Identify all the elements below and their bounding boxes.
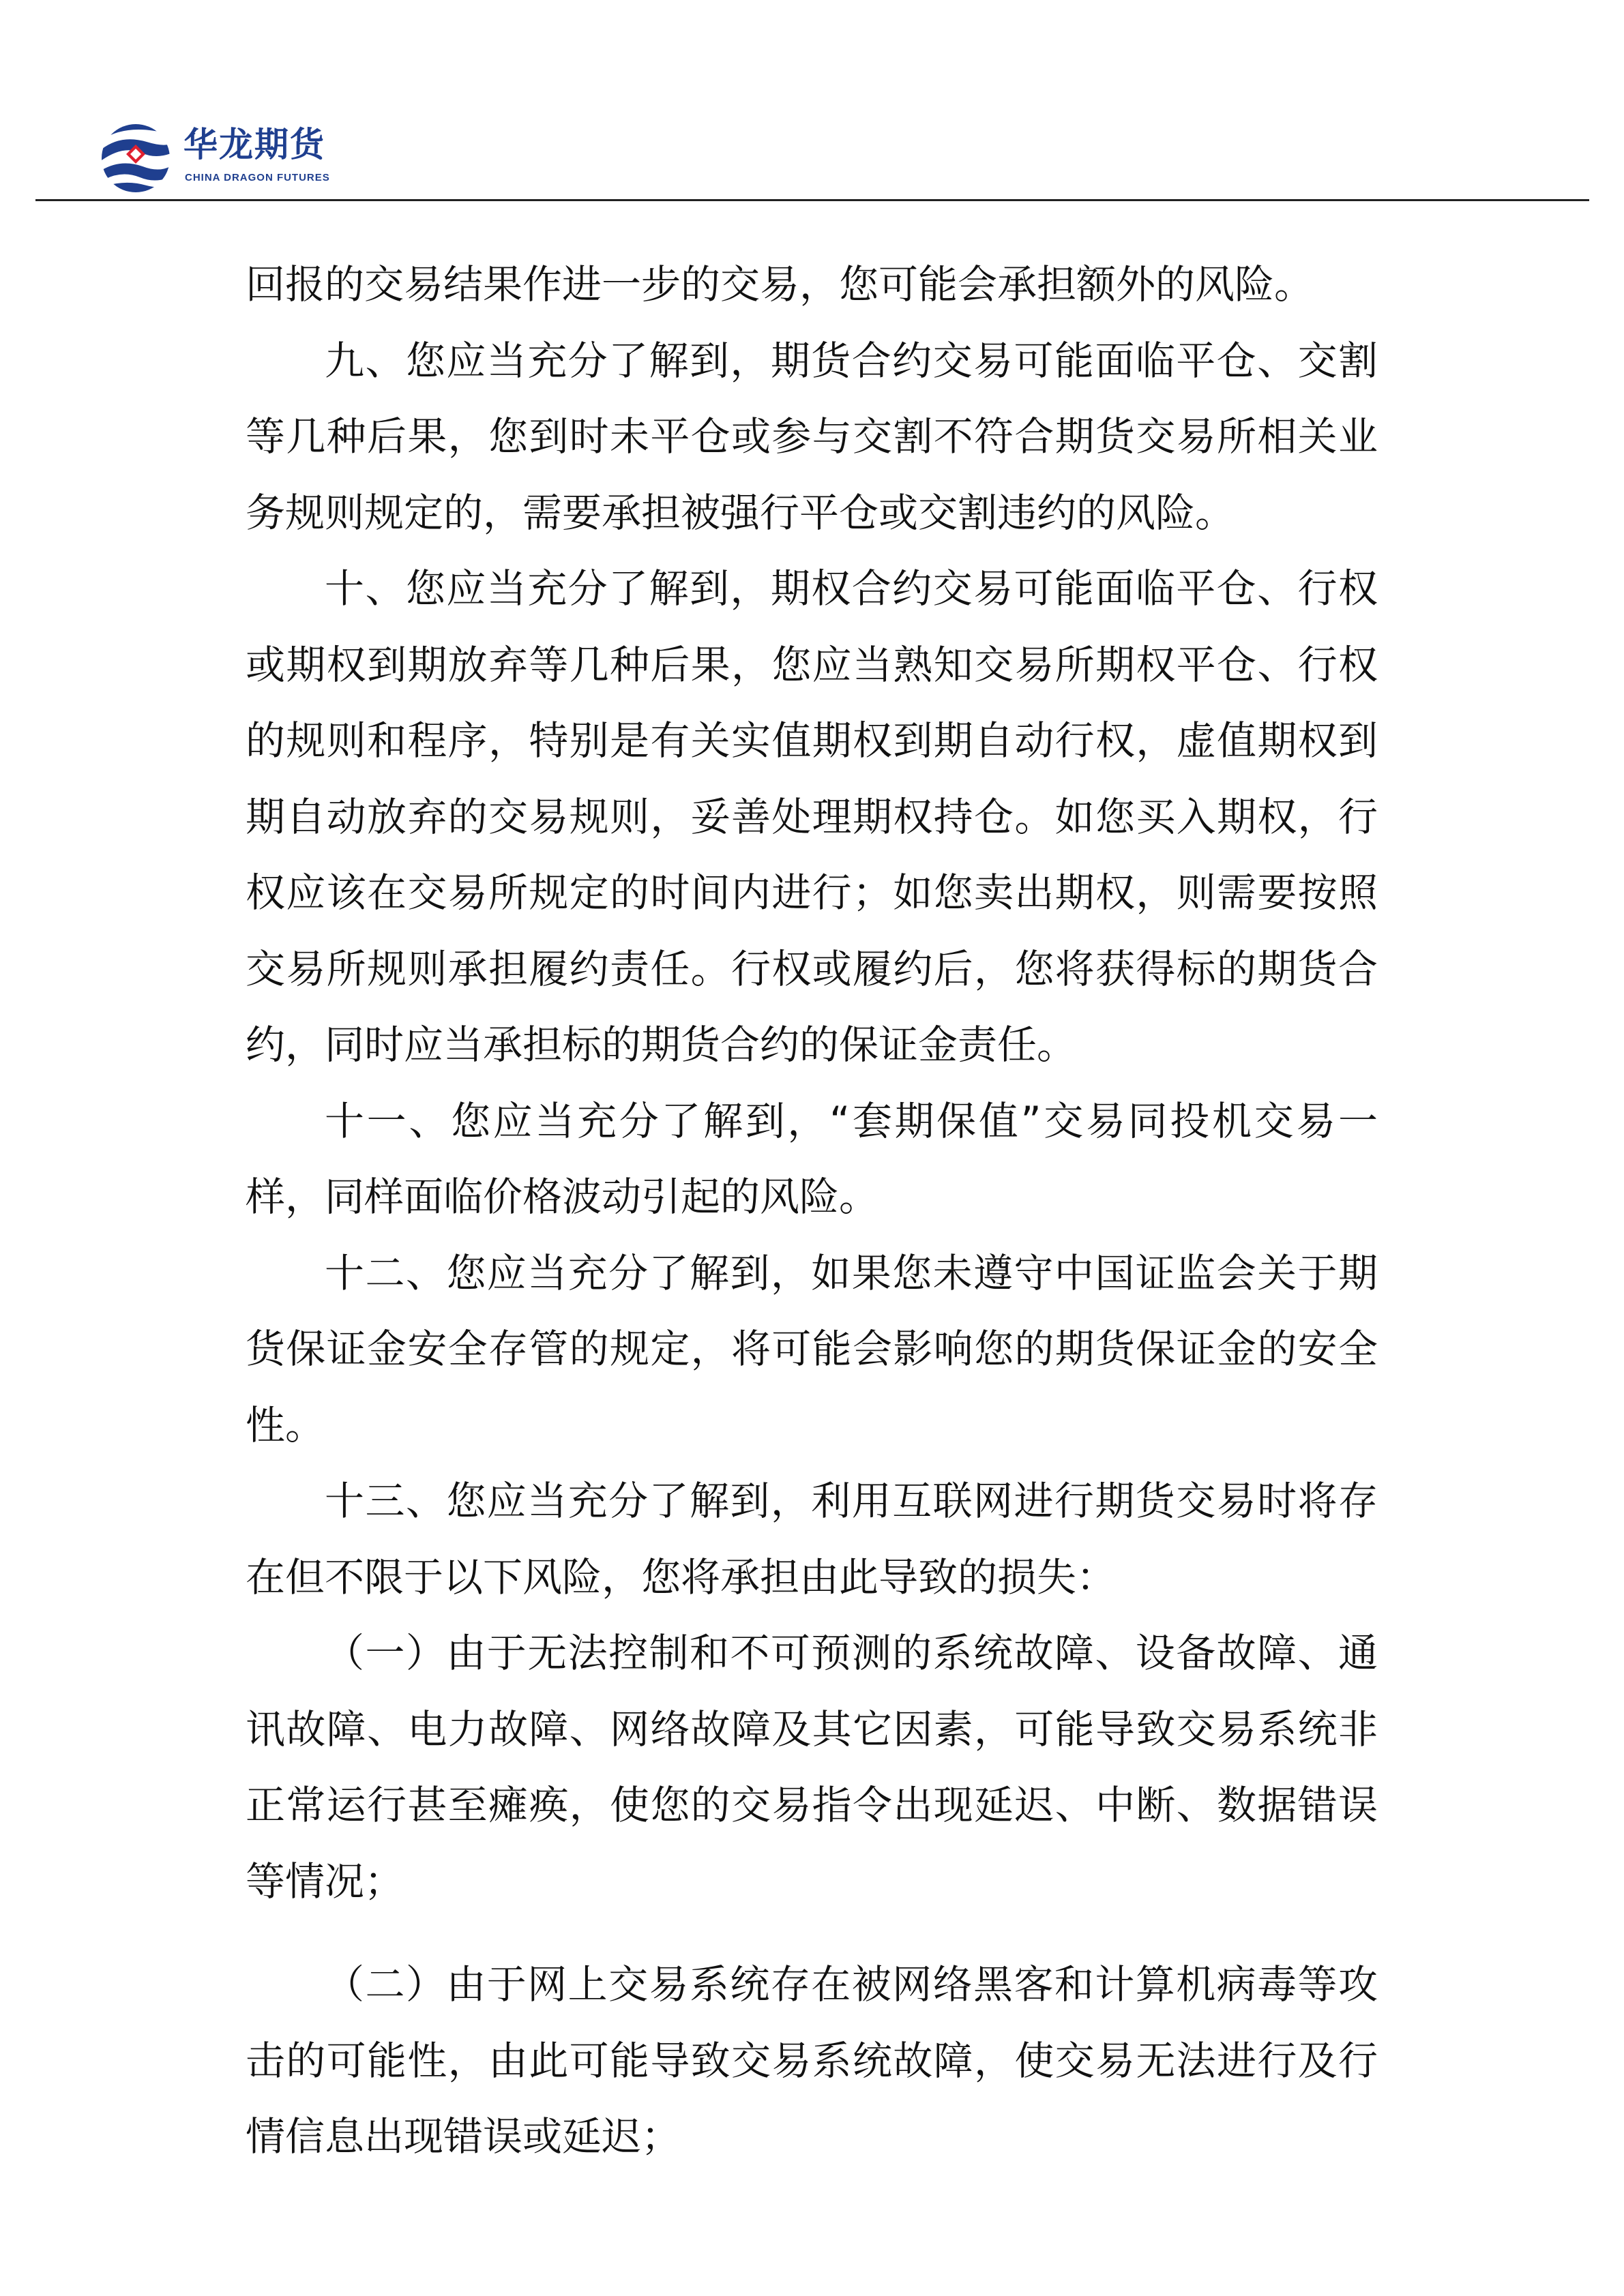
company-logo xyxy=(99,121,392,196)
paragraph-clause-9: 九、您应当充分了解到，期货合约交易可能面临平仓、交割等几种后果，您到时未平仓或参与交割不符合期货交易所相关业务规则规定的，需要承担被强行平仓或交割违约的风险。 xyxy=(246,337,1378,536)
logo-english-name: CHINA DRAGON FUTURES xyxy=(185,172,330,183)
paragraph-clause-12: 十二、您应当充分了解到，如果您未遵守中国证监会关于期货保证金安全存管的规定，将可能会影响您的期货保证金的安全性。 xyxy=(246,1249,1378,1448)
paragraph-continuation: 回报的交易结果作进一步的交易，您可能会承担额外的风险。 xyxy=(246,261,1314,308)
dragon-wave-logo-icon xyxy=(99,121,173,195)
document-body xyxy=(246,247,1378,2175)
paragraph-clause-13: 十三、您应当充分了解到，利用互联网进行期货交易时将存在但不限于以下风险，您将承担由此导致的损失： xyxy=(246,1478,1378,1600)
paragraph-item-2: （二）由于网上交易系统存在被网络黑客和计算机病毒等攻击的可能性，由此可能导致交易系统故障，使交易无法进行及行情信息出现错误或延迟； xyxy=(246,1961,1378,2160)
header-divider xyxy=(35,199,1589,201)
paragraph-clause-10: 十、您应当充分了解到，期权合约交易可能面临平仓、行权或期权到期放弃等几种后果，您应当熟知交易所期权平仓、行权的规则和程序，特别是有关实值期权到期自动行权，虚值期权到期自动放弃的交易规则，妥善处理期权持仓。如您买入期权，行权应该在交易所规定的时间内进行；如您卖出期权，则需要按照交易所规则承担履约责任。行权或履约后，您将获得标的期货合约，同时应当承担标的期货合约的保证金责任。 xyxy=(246,565,1378,1068)
paragraph-clause-11: 十一、您应当充分了解到，“套期保值”交易同投机交易一样，同样面临价格波动引起的风险。 xyxy=(246,1097,1378,1220)
paragraph-item-1: （一）由于无法控制和不可预测的系统故障、设备故障、通讯故障、电力故障、网络故障及其它因素，可能导致交易系统非正常运行甚至瘫痪，使您的交易指令出现延迟、中断、数据错误等情况； xyxy=(246,1630,1378,1905)
logo-chinese-name: 华龙期货 xyxy=(183,125,325,164)
page-header xyxy=(0,0,1624,205)
